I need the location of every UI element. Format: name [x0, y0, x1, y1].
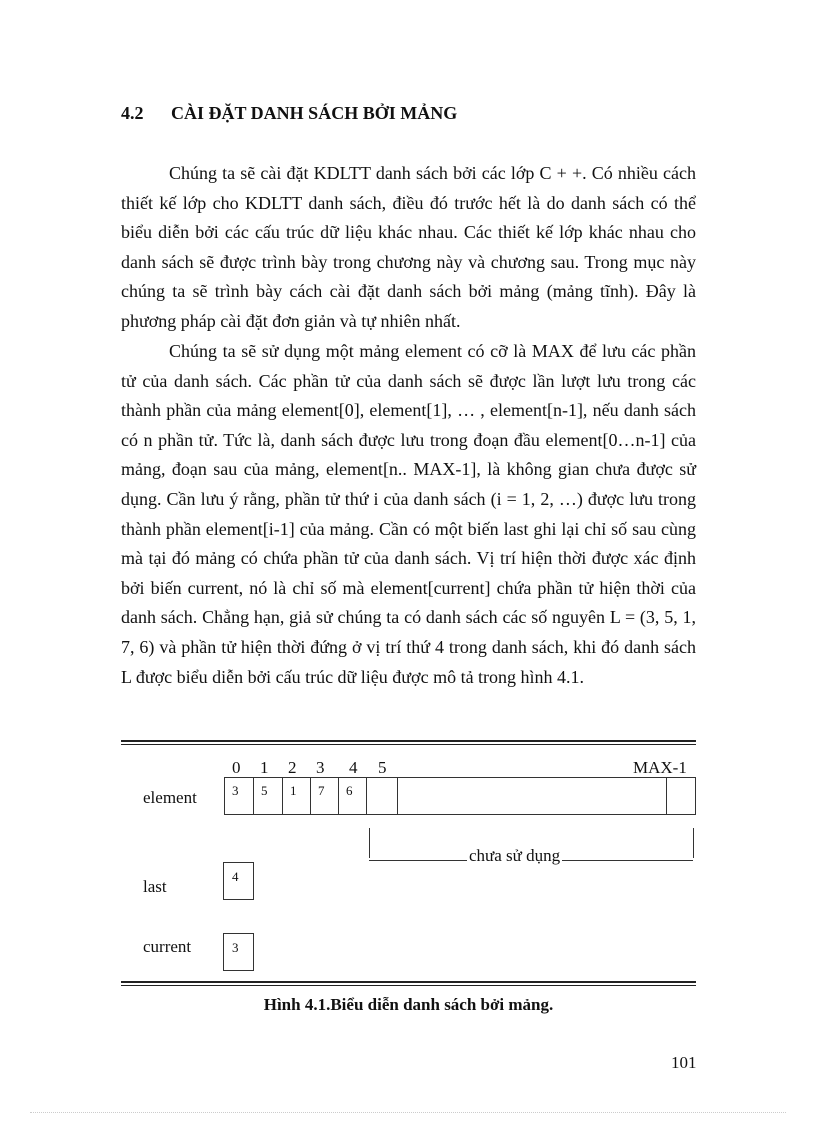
paragraph-2: Chúng ta sẽ sử dụng một mảng element có cỡ là MAX để lưu các phần tử của danh sách. Các phần tử của danh sách sẽ được lần lượt lưu trong các thành phần của mảng element[0], element[1], … , element[n-1], nếu danh sách có n phần tử. Tức là, danh sách được lưu trong đoạn đầu element[0…n-1] của mảng, đoạn sau của mảng, element[n.. MAX-1], là không gian chưa được sử dụng. Cần lưu ý rằng, phần tử thứ i của danh sách (i = 1, 2, …) được lưu trong thành phần element[i-1] của mảng. Cần có một biến last ghi lại chỉ số sau cùng mà tại đó mảng có chứa phần tử của danh sách. Vị trí hiện thời được xác định bởi biến current, nó là chỉ số mà element[current] chứa phần tử hiện thời của danh sách. Chẳng hạn, giả sử chúng ta có danh sách các số nguyên L = (3, 5, 1, 7, 6) và phần tử hiện thời đứng ở vị trí thứ 4 trong danh sách, khi đó danh sách L được biểu diễn bởi cấu trúc dữ liệu được mô tả trong hình 4.1.: [121, 341, 696, 687]
section-title: CÀI ĐẶT DANH SÁCH BỞI MẢNG: [171, 103, 458, 123]
array-cell-middle: [397, 777, 667, 815]
figure-top-rule: [121, 740, 696, 745]
current-box: 3: [223, 933, 254, 971]
index-label: 1: [260, 758, 269, 777]
index-label: 0: [232, 758, 241, 777]
index-label: 3: [316, 758, 325, 777]
array-cell: 6: [338, 777, 367, 815]
array-cell: 1: [282, 777, 311, 815]
unused-start-arrow: [369, 828, 370, 858]
array-cell-last: [666, 777, 696, 815]
last-label: last: [143, 877, 167, 896]
page-number: 101: [671, 1053, 697, 1072]
array-cell: 7: [310, 777, 339, 815]
last-box: 4: [223, 862, 254, 900]
page-bottom-border: [30, 1112, 786, 1113]
max-index-label: MAX-1: [633, 758, 687, 777]
paragraph-1: Chúng ta sẽ cài đặt KDLTT danh sách bởi các lớp C + +. Có nhiều cách thiết kế lớp cho KDLTT danh sách, điều đó trước hết là do danh sách có thể biểu diễn bởi các cấu trúc dữ liệu khác nhau. Các thiết kế lớp khác nhau cho danh sách sẽ được trình bày trong chương này và chương sau. Trong mục này chúng ta sẽ trình bày cách cài đặt danh sách bởi mảng (mảng tĩnh). Đây là phương pháp cài đặt đơn giản và tự nhiên nhất.: [121, 163, 696, 331]
unused-end-arrow: [693, 828, 694, 858]
element-label: element: [143, 788, 197, 807]
section-heading: [121, 103, 457, 124]
current-label: current: [143, 937, 192, 956]
figure-caption: Hình 4.1.Biểu diễn danh sách bởi mảng.: [263, 995, 554, 1014]
index-label: 2: [288, 758, 297, 777]
figure-bottom-rule: [121, 981, 696, 986]
array-cell-empty: [366, 777, 398, 815]
index-label: 4: [349, 758, 358, 777]
array-cell: 5: [253, 777, 283, 815]
array-cell: 3: [224, 777, 254, 815]
section-number: 4.2: [121, 103, 144, 123]
unused-label: chưa sử dụng: [469, 846, 561, 865]
index-label: 5: [378, 758, 387, 777]
